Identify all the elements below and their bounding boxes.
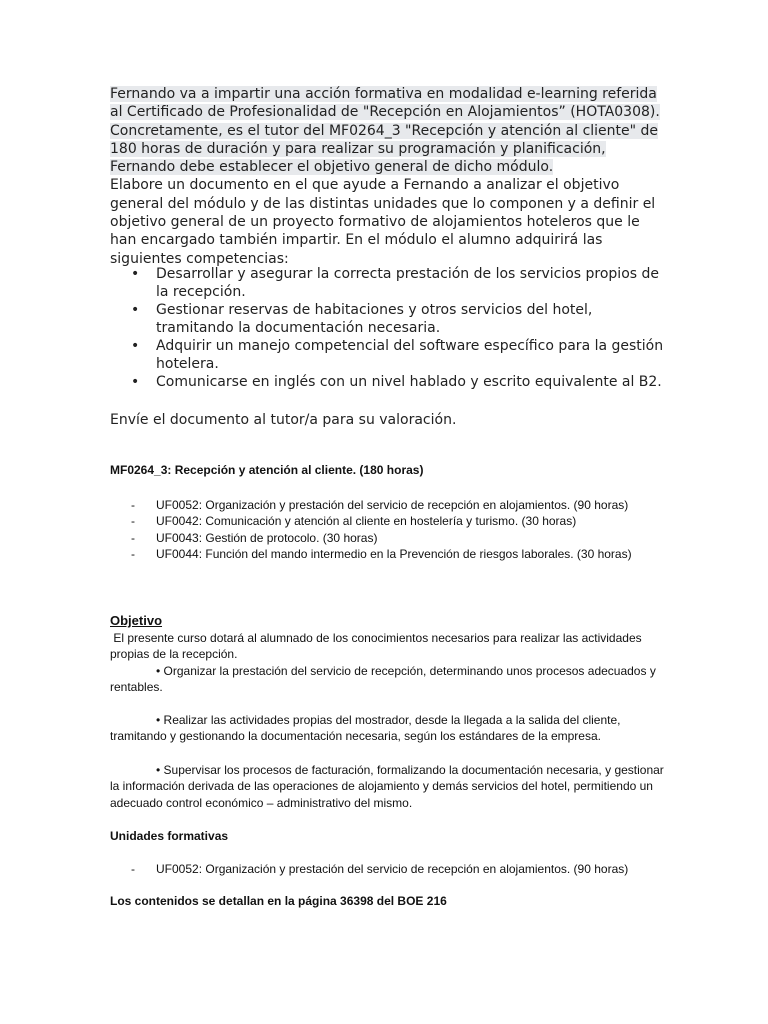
send-note: Envíe el documento al tutor/a para su valoración. [110, 412, 457, 428]
objetivo-heading: Objetivo [110, 613, 163, 628]
boe-note: Los contenidos se detallan en la página 36398 del BOE 216 [110, 894, 447, 908]
unidades-list [110, 861, 670, 877]
intro-highlighted-text: Fernando va a impartir una acción formativa en modalidad e-learning referida al Certificado de Profesionalidad de "Recepción en Alojamientos” (HOTA0308). Concretamente, es el tutor del MF0264_3 "Recepción y atención al cliente" de 180 horas de duración y para realizar su programación y planificación, Fernando debe establecer el objetivo general de dicho módulo. [110, 86, 660, 176]
list-item: • Gestionar reservas de habitaciones y otros servicios del hotel, tramitando la documentación necesaria. [110, 301, 670, 337]
intro-body-text: Elabore un documento en el que ayude a Fernando a analizar el objetivo general del módulo y de las distintas unidades que lo componen y a definir el objetivo general de un proyecto formativo de alojamientos hoteleros que le han encargado también impartir. En el módulo el alumno adquirirá las siguientes competencias: [110, 177, 656, 267]
objetivo-item: • Organizar la prestación del servicio de recepción, determinando unos procesos adecuados y rentables. [110, 664, 656, 695]
list-item: - UF0042: Comunicación y atención al cliente en hostelería y turismo. (30 horas) [110, 513, 670, 529]
objetivo-item: • Supervisar los procesos de facturación, formalizando la documentación necesaria, y gestionar la información derivada de las operaciones de alojamiento y demás servicios del hotel, permitiendo un adecuado control económico – administrativo del mismo. [110, 763, 664, 810]
intro-paragraph [110, 85, 670, 268]
list-item: • Desarrollar y asegurar la correcta prestación de los servicios propios de la recepción. [110, 265, 670, 301]
unidades-heading: Unidades formativas [110, 829, 229, 843]
competencias-list [110, 265, 670, 391]
objetivo-intro: El presente curso dotará al alumnado de los conocimientos necesarios para realizar las actividades propias de la recepción. [110, 631, 645, 662]
module-units-list [110, 497, 670, 562]
list-item: • Adquirir un manejo competencial del software específico para la gestión hotelera. [110, 337, 670, 373]
list-item: • Comunicarse en inglés con un nivel hablado y escrito equivalente al B2. [110, 373, 670, 391]
module-title: MF0264_3: Recepción y atención al cliente. (180 horas) [110, 463, 424, 477]
list-item: - UF0052: Organización y prestación del servicio de recepción en alojamientos. (90 horas) [110, 497, 670, 513]
objetivo-item: • Realizar las actividades propias del mostrador, desde la llegada a la salida del cliente, tramitando y gestionando la documentación necesaria, según los estándares de la empresa. [110, 713, 621, 744]
list-item: - UF0052: Organización y prestación del servicio de recepción en alojamientos. (90 horas) [110, 861, 670, 877]
list-item: - UF0043: Gestión de protocolo. (30 horas) [110, 530, 670, 546]
list-item: - UF0044: Función del mando intermedio en la Prevención de riesgos laborales. (30 horas) [110, 546, 670, 562]
